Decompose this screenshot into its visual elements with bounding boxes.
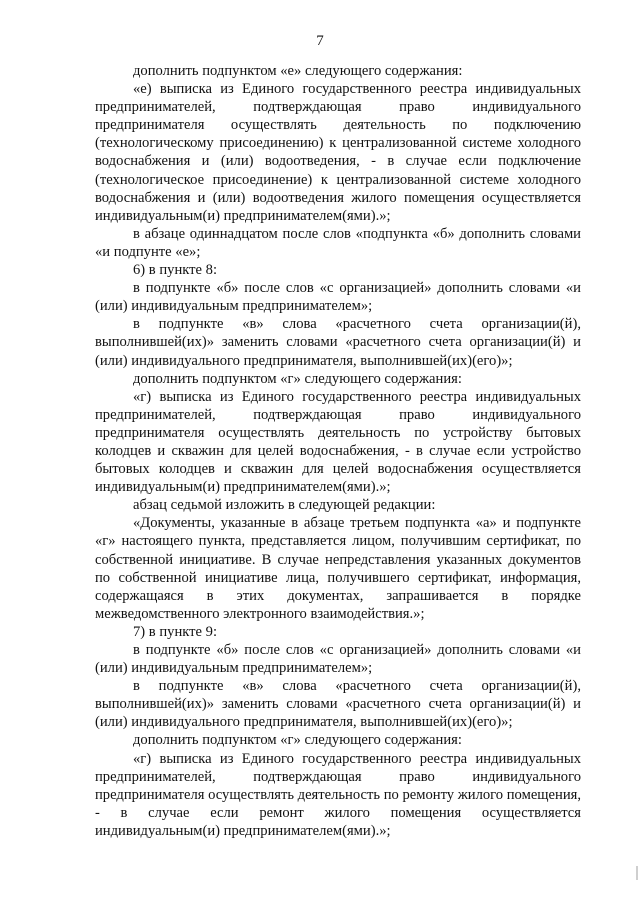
paragraph-10: «Документы, указанные в абзаце третьем подпункта «а» и подпункте «г» настоящего пункта, представляется лицом, получившим сертификат, по собственной инициативе. В случае непредставления указанных документов по собственной инициативе лица, получившего сертификат, информация, содержащаяся в этих документах, запрашивается в порядке межведомственного электронного взаимодействия.»; <box>95 515 581 622</box>
paragraph-2: «е) выписка из Единого государственного реестра индивидуальных предпринимателей, подтверждающая право индивидуального предпринимателя осуществлять деятельность по подключению (технологическому присоединению) к централизованной системе холодного водоснабжения и (или) водоотведения, - в случае если подключение (технологическое присоединение) к централизованной системе холодного водоснабжения и (или) водоотведения жилого помещения осуществляется индивидуальным(и) предпринимателем(ями).»; <box>95 81 581 224</box>
paragraph-12: в подпункте «б» после слов «с организацией» дополнить словами «и (или) индивидуальным предпринимателем»; <box>95 642 581 677</box>
paragraph-14: дополнить подпунктом «г» следующего содержания: <box>133 732 462 749</box>
document-body <box>95 62 581 840</box>
paragraph-13: в подпункте «в» слова «расчетного счета организации(й), выполнившей(их)» заменить словами «расчетного счета организации(й) и (или) индивидуального предпринимателя, выполнившей(их)(его)»; <box>95 678 581 731</box>
paragraph-8: «г) выписка из Единого государственного реестра индивидуальных предпринимателей, подтверждающая право индивидуального предпринимателя осуществлять деятельность по устройству бытовых колодцев и скважин для целей водоснабжения, - в случае если устройство бытовых колодцев и скважин для целей водоснабжения осуществляется индивидуальным(и) предпринимателем(ями).»; <box>95 388 581 496</box>
paragraph-6: в подпункте «в» слова «расчетного счета организации(й), выполнившей(их)» заменить словами «расчетного счета организации(й) и (или) индивидуального предпринимателя, выполнившей(их)(его)»; <box>95 316 581 369</box>
paragraph-9: абзац седьмой изложить в следующей редакции: <box>133 497 436 514</box>
paragraph-3: в абзаце одиннадцатом после слов «подпункта «б» дополнить словами «и подпунте «е»; <box>95 225 581 260</box>
scan-artifact <box>636 866 638 880</box>
paragraph-1: дополнить подпунктом «е» следующего содержания: <box>133 63 463 79</box>
paragraph-15: «г) выписка из Единого государственного реестра индивидуальных предпринимателей, подтверждающая право индивидуального предпринимателя осуществлять деятельность по ремонту жилого помещения, - в случае если ремонт жилого помещения осуществляется индивидуальным(и) предпринимателем(ями).»; <box>95 750 581 839</box>
paragraph-4: 6) в пункте 8: <box>133 262 218 279</box>
paragraph-11: 7) в пункте 9: <box>133 623 218 640</box>
paragraph-5: в подпункте «б» после слов «с организацией» дополнить словами «и (или) индивидуальным предпринимателем»; <box>95 280 581 315</box>
paragraph-7: дополнить подпунктом «г» следующего содержания: <box>133 370 462 387</box>
page-number: 7 <box>316 33 324 49</box>
